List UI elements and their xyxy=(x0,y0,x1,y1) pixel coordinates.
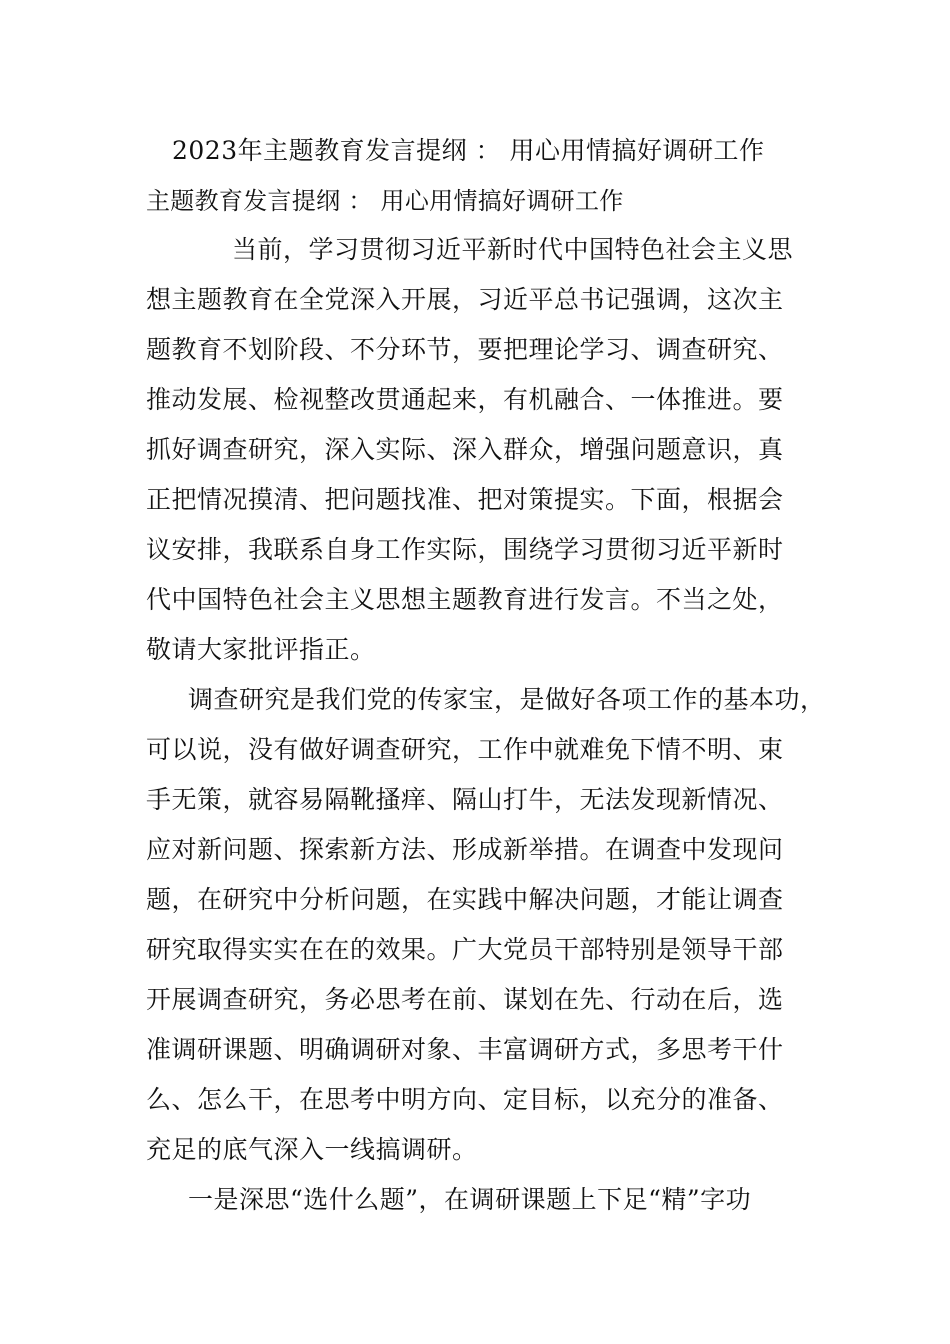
paragraph-line: 调查研究是我们党的传家宝，是做好各项工作的基本功， xyxy=(188,685,826,714)
paragraph-line: 推动发展、检视整改贯通起来，有机融合、一体推进。要 xyxy=(146,385,784,414)
document-title: 2023年主题教育发言提纲 ： 用心用情搞好调研工作 xyxy=(172,136,765,165)
paragraph-line: 一是深思“选什么题”，在调研课题上下足“精”字功 xyxy=(188,1185,752,1214)
paragraph-line: 手无策，就容易隔靴搔痒、隔山打牛，无法发现新情况、 xyxy=(146,785,784,814)
paragraph-line: 充足的底气深入一线搞调研。 xyxy=(146,1135,478,1164)
paragraph-line: 应对新问题、探索新方法、形成新举措。在调查中发现问 xyxy=(146,835,784,864)
paragraph-line: 敬请大家批评指正。 xyxy=(146,635,376,664)
paragraph-line: 可以说，没有做好调查研究，工作中就难免下情不明、束 xyxy=(146,735,784,764)
paragraph-line: 正把情况摸清、把问题找准、把对策提实。下面，根据会 xyxy=(146,485,784,514)
paragraph-line: 想主题教育在全党深入开展，习近平总书记强调，这次主 xyxy=(146,285,784,314)
paragraph-line: 么、怎么干，在思考中明方向、定目标，以充分的准备、 xyxy=(146,1085,784,1114)
paragraph-line: 题，在研究中分析问题，在实践中解决问题，才能让调查 xyxy=(146,885,784,914)
paragraph-line: 抓好调查研究，深入实际、深入群众，增强问题意识，真 xyxy=(146,435,784,464)
paragraph-line: 准调研课题、明确调研对象、丰富调研方式，多思考干什 xyxy=(146,1035,784,1064)
paragraph-line: 开展调查研究，务必思考在前、谋划在先、行动在后，选 xyxy=(146,985,784,1014)
paragraph-line: 题教育不划阶段、不分环节，要把理论学习、调查研究、 xyxy=(146,335,784,364)
document-subtitle: 主题教育发言提纲 ： 用心用情搞好调研工作 xyxy=(146,187,624,215)
paragraph-line: 议安排，我联系自身工作实际，围绕学习贯彻习近平新时 xyxy=(146,535,784,564)
paragraph-line: 研究取得实实在在的效果。广大党员干部特别是领导干部 xyxy=(146,935,784,964)
paragraph-line: 代中国特色社会主义思想主题教育进行发言。不当之处， xyxy=(146,585,784,614)
paragraph-line: 当前，学习贯彻习近平新时代中国特色社会主义思 xyxy=(232,235,794,264)
